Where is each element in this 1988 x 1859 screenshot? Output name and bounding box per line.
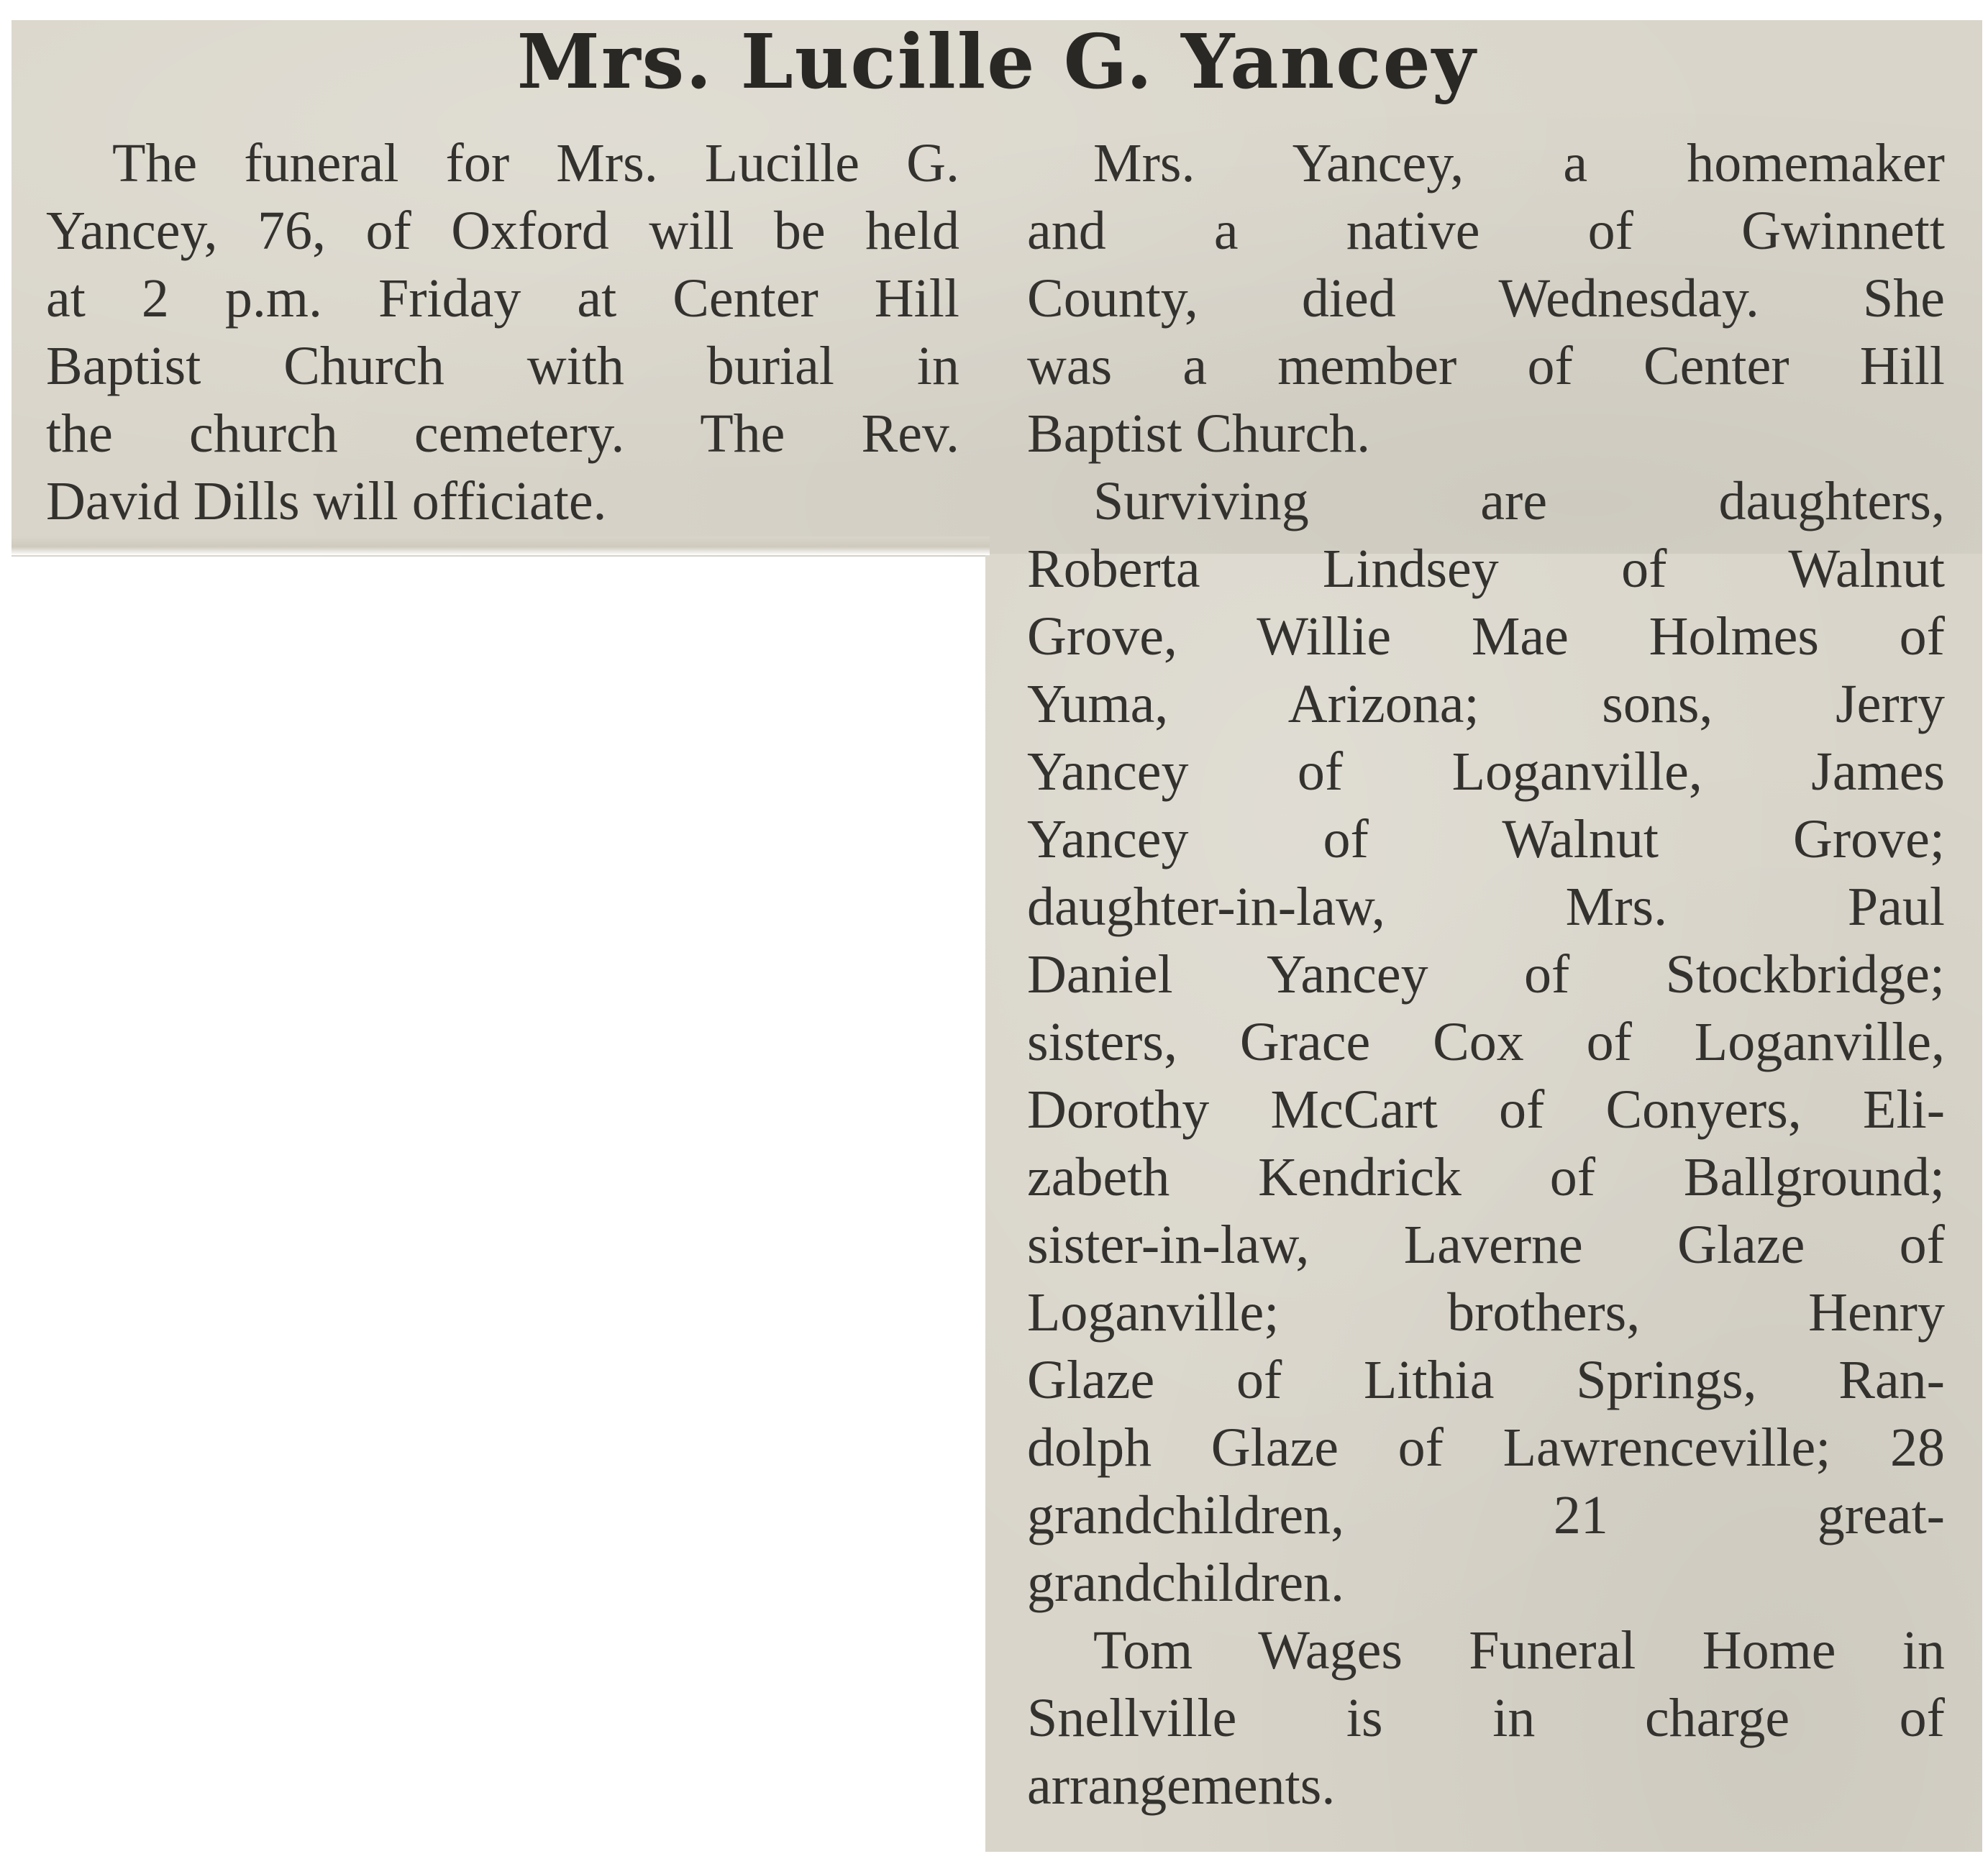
text-line: Tom Wages Funeral Home in [1093, 1620, 1945, 1681]
text-line: was a member of Center Hill [1027, 336, 1945, 396]
text-line: sisters, Grace Cox of Loganville, [1027, 1012, 1945, 1072]
text-line: Surviving are daughters, [1093, 471, 1945, 531]
text-line: daughter-in-law, Mrs. Paul [1027, 877, 1945, 937]
text-line: Grove, Willie Mae Holmes of [1027, 606, 1945, 667]
text-line: Mrs. Yancey, a homemaker [1093, 133, 1945, 193]
text-line: The funeral for Mrs. Lucille G. [112, 133, 959, 193]
text-line: Yancey of Walnut Grove; [1027, 809, 1945, 869]
text-line: Dorothy McCart of Conyers, Eli- [1027, 1079, 1945, 1140]
text-line: and a native of Gwinnett [1027, 201, 1945, 261]
torn-edge [12, 536, 990, 555]
text-line: Baptist Church. [1027, 403, 1371, 464]
text-line: sister-in-law, Laverne Glaze of [1027, 1215, 1945, 1275]
text-line: at 2 p.m. Friday at Center Hill [46, 268, 959, 329]
obituary-headline: Mrs. Lucille G. Yancey [516, 17, 1477, 106]
text-line: dolph Glaze of Lawrenceville; 28 [1027, 1417, 1945, 1478]
text-line: Yancey of Loganville, James [1027, 741, 1945, 802]
text-line: grandchildren. [1027, 1553, 1345, 1613]
text-line: Yuma, Arizona; sons, Jerry [1027, 674, 1945, 734]
text-line: the church cemetery. The Rev. [46, 403, 959, 464]
left-column [46, 129, 959, 535]
text-line: Daniel Yancey of Stockbridge; [1027, 944, 1945, 1005]
text-line: Roberta Lindsey of Walnut [1027, 539, 1945, 599]
text-line: David Dills will officiate. [46, 471, 607, 531]
text-line: Yancey, 76, of Oxford will be held [46, 201, 959, 261]
text-line: zabeth Kendrick of Ballground; [1027, 1147, 1945, 1207]
text-line: Baptist Church with burial in [46, 336, 959, 396]
text-line: arrangements. [1027, 1755, 1336, 1816]
text-line: Snellville is in charge of [1027, 1688, 1945, 1748]
right-column [1027, 129, 1945, 1819]
text-line: County, died Wednesday. She [1027, 268, 1945, 329]
text-line: Glaze of Lithia Springs, Ran- [1027, 1350, 1945, 1410]
text-line: grandchildren, 21 great- [1027, 1485, 1945, 1545]
text-line: Loganville; brothers, Henry [1027, 1282, 1945, 1343]
